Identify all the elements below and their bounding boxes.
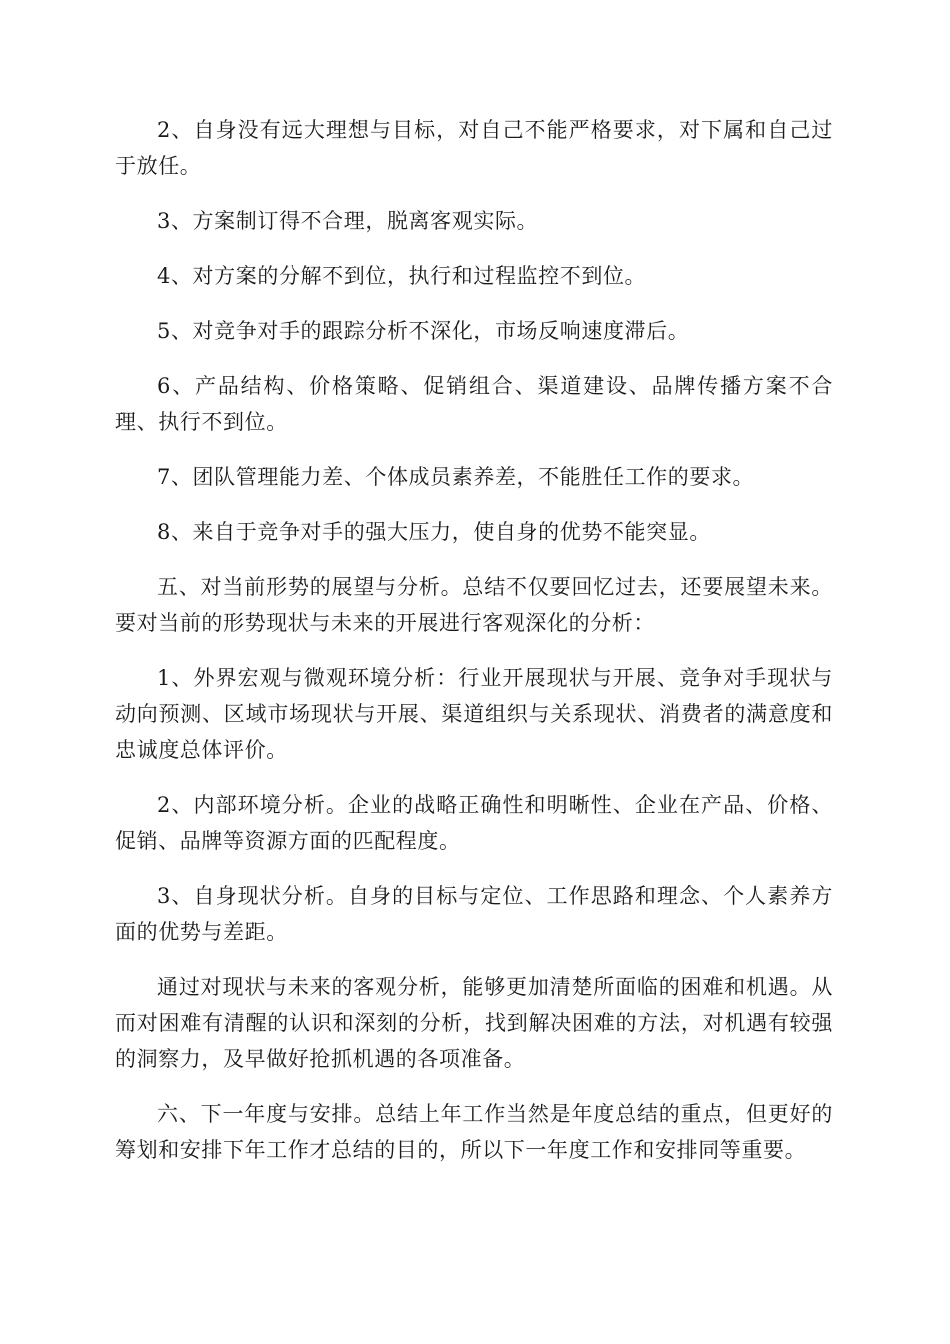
section-6-heading-paragraph: 六、下一年度与安排。总结上年工作当然是年度总结的重点，但更好的筹划和安排下年工作才总结的目的，所以下一年度工作和安排同等重要。: [115, 1102, 833, 1162]
paragraph-cause-2: 2、自身没有远大理想与目标，对自己不能严格要求，对下属和自己过于放任。: [115, 118, 833, 178]
paragraph-cause-4: 4、对方案的分解不到位，执行和过程监控不到位。: [157, 264, 647, 288]
section-5-heading-paragraph: 五、对当前形势的展望与分析。总结不仅要回忆过去，还要展望未来。要对当前的形势现状与未来的开展进行客观深化的分析：: [115, 575, 833, 635]
paragraph-external-analysis: 1、外界宏观与微观环境分析：行业开展现状与开展、竞争对手现状与动向预测、区域市场现状与开展、渠道组织与关系现状、消费者的满意度和忠诚度总体评价。: [115, 666, 833, 762]
paragraph-cause-5: 5、对竞争对手的跟踪分析不深化，市场反响速度滞后。: [157, 319, 690, 343]
paragraph-analysis-summary: 通过对现状与未来的客观分析，能够更加清楚所面临的困难和机遇。从而对困难有清醒的认识和深刻的分析，找到解决困难的方法，对机遇有较强的洞察力，及早做好抢抓机遇的各项准备。: [115, 975, 833, 1071]
paragraph-self-analysis: 3、自身现状分析。自身的目标与定位、工作思路和理念、个人素养方面的优势与差距。: [115, 884, 833, 944]
document-body: [115, 112, 833, 1187]
paragraph-cause-7: 7、团队管理能力差、个体成员素养差，不能胜任工作的要求。: [157, 465, 755, 489]
paragraph-cause-8: 8、来自于竞争对手的强大压力，使自身的优势不能突显。: [157, 520, 711, 544]
paragraph-cause-6: 6、产品结构、价格策略、促销组合、渠道建设、品牌传播方案不合理、执行不到位。: [115, 374, 833, 434]
paragraph-cause-3: 3、方案制订得不合理，脱离客观实际。: [157, 209, 539, 233]
paragraph-internal-analysis: 2、内部环境分析。企业的战略正确性和明晰性、企业在产品、价格、促销、品牌等资源方面的匹配程度。: [115, 793, 833, 853]
